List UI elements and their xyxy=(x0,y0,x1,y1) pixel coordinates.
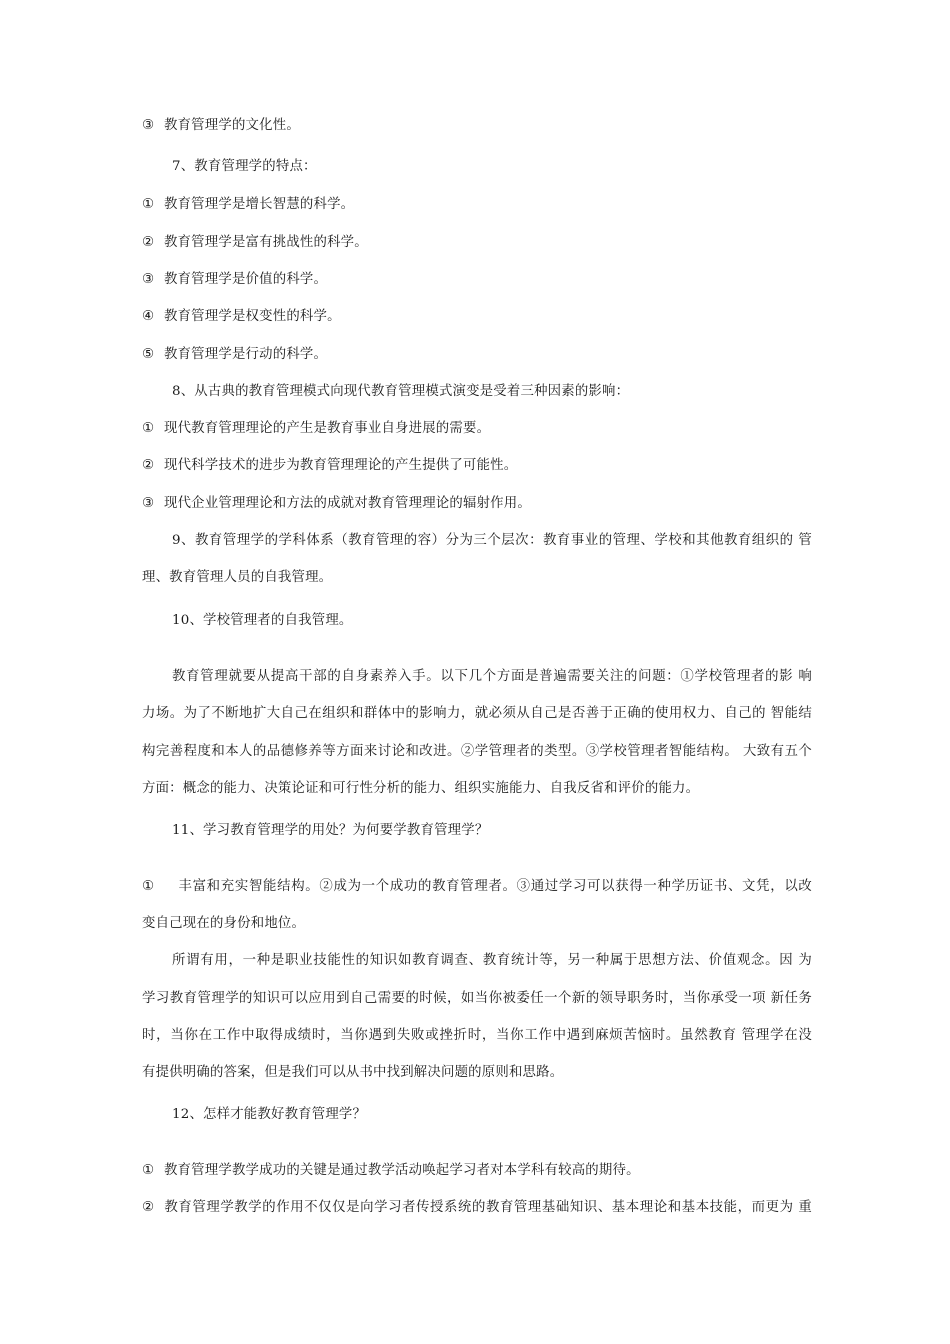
list-marker: ⑤ xyxy=(142,347,155,362)
list-marker: ④ xyxy=(142,309,155,324)
list-item xyxy=(142,345,327,365)
list-item-text: 现代教育管理理论的产生是教育事业自身进展的需要。 xyxy=(164,421,491,436)
list-item xyxy=(142,1161,640,1181)
paragraph-10-line: 方面：概念的能力、决策论证和可行性分析的能力、组织实施能力、自我反省和评价的能力。 xyxy=(142,781,700,796)
list-marker: ① xyxy=(142,1163,155,1178)
list-marker: ① xyxy=(142,421,155,436)
paragraph-10-line: 力场。为了不断地扩大自己在组织和群体中的影响力，就必须从自己是否善于正确的使用权力、自己的 智能结 xyxy=(142,706,812,721)
list-item xyxy=(142,456,517,476)
list-item-text: 现代科学技术的进步为教育管理理论的产生提供了可能性。 xyxy=(164,458,518,473)
list-marker: ① xyxy=(142,197,155,212)
section-heading-12: 12、怎样才能教好教育管理学？ xyxy=(172,1107,367,1122)
list-item-text: 现代企业管理理论和方法的成就对教育管理理论的辐射作用。 xyxy=(164,496,531,511)
list-marker: ③ xyxy=(142,272,155,287)
list-marker: ② xyxy=(142,1200,155,1215)
list-item xyxy=(142,116,300,136)
list-marker: ③ xyxy=(142,118,155,133)
list-marker: ① xyxy=(142,879,155,894)
list-item-text: 教育管理学教学成功的关键是通过教学活动唤起学习者对本学科有较高的期待。 xyxy=(164,1163,640,1178)
list-item-text: 教育管理学是富有挑战性的科学。 xyxy=(164,235,368,250)
list-item xyxy=(142,1198,812,1218)
list-item-text: 教育管理学是权变性的科学。 xyxy=(164,309,341,324)
list-marker: ② xyxy=(142,458,155,473)
list-item xyxy=(142,195,354,215)
list-marker: ② xyxy=(142,235,155,250)
list-item xyxy=(142,419,490,439)
section-heading-10: 10、学校管理者的自我管理。 xyxy=(172,613,353,628)
list-item-text: 教育管理学教学的作用不仅仅是向学习者传授系统的教育管理基础知识、基本理论和基本技能，而更为 重 xyxy=(164,1200,812,1215)
paragraph-9-line: 理、教育管理人员的自我管理。 xyxy=(142,570,333,585)
list-item xyxy=(142,233,368,253)
list-item xyxy=(142,877,812,897)
section-heading-8: 8、从古典的教育管理模式向现代教育管理模式演变是受着三种因素的影响： xyxy=(172,384,630,399)
paragraph-11b-line: 所谓有用，一种是职业技能性的知识如教育调查、教育统计等，另一种属于思想方法、价值观念。因 为 xyxy=(172,953,812,968)
paragraph-10-line: 教育管理就要从提高干部的自身素养入手。以下几个方面是普遍需要关注的问题：①学校管理者的影 响 xyxy=(172,669,812,684)
paragraph-11-line: 变自己现在的身份和地位。 xyxy=(142,916,306,931)
paragraph-11b-line: 有提供明确的答案，但是我们可以从书中找到解决问题的原则和思路。 xyxy=(142,1065,564,1080)
list-item-text: 教育管理学是价值的科学。 xyxy=(164,272,328,287)
paragraph-11b-line: 学习教育管理学的知识可以应用到自己需要的时候，如当你被委任一个新的领导职务时，当你承受一项 新任务 xyxy=(142,991,812,1006)
list-item xyxy=(142,270,327,290)
list-item-text: 教育管理学的文化性。 xyxy=(164,118,300,133)
section-heading-11: 11、学习教育管理学的用处？为何要学教育管理学？ xyxy=(172,823,489,838)
paragraph-11b-line: 时，当你在工作中取得成绩时，当你遇到失败或挫折时，当你工作中遇到麻烦苦恼时。虽然教育 管理学在没 xyxy=(142,1028,812,1043)
section-heading-7: 7、教育管理学的特点： xyxy=(172,159,317,174)
paragraph-10-line: 构完善程度和本人的品德修养等方面来讨论和改进。②学管理者的类型。③学校管理者智能结构。 大致有五个 xyxy=(142,744,812,759)
list-item xyxy=(142,307,341,327)
list-item xyxy=(142,494,531,514)
list-item-text: 教育管理学是行动的科学。 xyxy=(164,347,328,362)
paragraph-9-line: 9、教育管理学的学科体系（教育管理的容）分为三个层次：教育事业的管理、学校和其他教育组织的 管 xyxy=(172,533,812,548)
list-item-text: 教育管理学是增长智慧的科学。 xyxy=(164,197,355,212)
list-marker: ③ xyxy=(142,496,155,511)
list-item-text: 丰富和充实智能结构。②成为一个成功的教育管理者。③通过学习可以获得一种学历证书、文凭，以改 xyxy=(178,879,812,894)
